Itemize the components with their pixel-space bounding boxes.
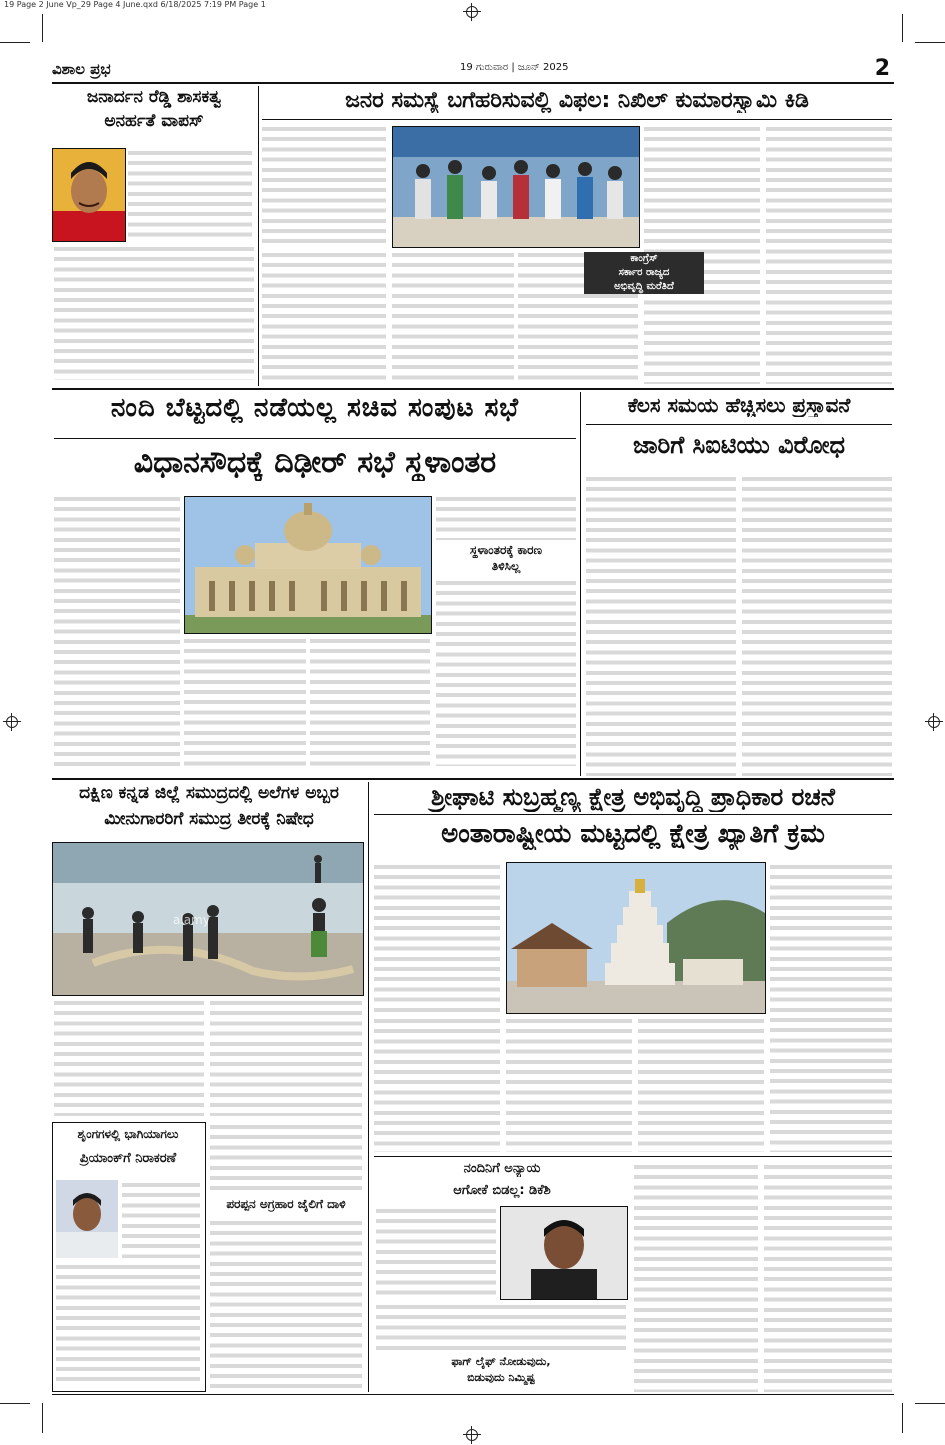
- headline-rule: [262, 119, 892, 120]
- crop-mark: [0, 1403, 30, 1404]
- section-rule: [52, 388, 894, 390]
- priyank-headline-1: ಶೃಂಗಗಳಲ್ಲಿ ಭಾಗಿಯಾಗಲು: [77, 1128, 179, 1141]
- pull-quote-line-1: ಕಾಂಗ್ರೆಸ್: [584, 252, 704, 266]
- page-bottom-rule: [52, 1394, 894, 1395]
- crop-mark: [915, 42, 945, 43]
- headline-rule: [374, 814, 892, 815]
- reddy-body-column-2: [54, 244, 254, 380]
- jail-intro-column: [210, 1122, 362, 1194]
- pull-quote-line-3: ಅಭಿವೃದ್ಧಿ ಮರೆತಿದೆ: [584, 280, 704, 294]
- reddy-headline-1: ಜನಾರ್ದನ ರೆಡ್ಡಿ ಶಾಸಕತ್ವ: [86, 88, 222, 107]
- citu-headline-2: ಜಾರಿಗೆ ಸಿಐಟಿಯು ವಿರೋಧ: [632, 432, 846, 459]
- headline-rule: [54, 438, 576, 439]
- masthead: [52, 56, 894, 84]
- pull-quote-line-2: ಸರ್ಕಾರ ರಾಜ್ಯದ: [584, 266, 704, 280]
- dks-portrait-photo: [500, 1206, 628, 1300]
- newspaper-name: ವಿಶಾಲ ಪ್ರಭ: [52, 60, 111, 78]
- nikhil-body-column-1: [262, 124, 386, 246]
- print-slug: 19 Page 2 June Vp_29 Page 4 June.qxd 6/18/2025 7:19 PM Page 1: [4, 0, 266, 9]
- ghati-body-column-2: [506, 1016, 632, 1152]
- ghati-body-column-1b: [374, 1016, 500, 1152]
- cabinet-body-column-3: [310, 636, 430, 766]
- ghati-body-column-4: [770, 862, 892, 1152]
- reddy-headline-2: ಅನರ್ಹತೆ ವಾಪಸ್: [104, 112, 204, 131]
- event-illustration: [393, 127, 639, 247]
- cabinet-headline-2: ವಿಧಾನಸೌಧಕ್ಕೆ ದಿಢೀರ್ ಸಭೆ ಸ್ಥಳಾಂತರ: [133, 446, 497, 480]
- crop-mark: [902, 14, 903, 42]
- crop-mark: [42, 1403, 43, 1433]
- temple-photo: [506, 862, 766, 1014]
- fishermen-photo: [52, 842, 364, 996]
- cabinet-body-column-4: [436, 494, 576, 540]
- building-illustration: [185, 497, 431, 633]
- nikhil-body-column-5: [766, 124, 892, 384]
- dks-headline-2: ಆಗೋಕೆ ಬಿಡಲ್ಲ: ಡಿಕೆಶಿ: [453, 1184, 551, 1198]
- portrait-illustration: [53, 149, 125, 241]
- reddy-portrait-photo: [52, 148, 126, 242]
- registration-mark-top: [466, 6, 478, 18]
- nikhil-body-column-2: [392, 250, 514, 384]
- temple-illustration: [507, 863, 765, 1013]
- reddy-body-column-1: [128, 148, 252, 242]
- nikhil-body-column-1b: [262, 250, 386, 384]
- headline-rule: [586, 424, 892, 425]
- masthead-rule: [52, 82, 894, 84]
- cabinet-body-column-1: [54, 494, 180, 766]
- fishing-body-column-2: [210, 998, 362, 1116]
- column-divider: [368, 782, 369, 1392]
- fishing-body-column-1: [54, 998, 204, 1116]
- crop-mark: [0, 42, 30, 43]
- dks-subhead-1: ಫಾಗ್ ಲೈಫ್ ನೋಡುವುದು,: [451, 1356, 551, 1368]
- cabinet-body-column-2: [184, 636, 306, 766]
- cabinet-body-column-5: [436, 578, 576, 766]
- ghati-headline-2: ಅಂತಾರಾಷ್ಟ್ರೀಯ ಮಟ್ಟದಲ್ಲಿ ಕ್ಷೇತ್ರ ಖ್ಯಾತಿಗೆ ಕ್ರಮ: [441, 820, 825, 849]
- crop-mark: [915, 1403, 945, 1404]
- page-number: 2: [874, 56, 890, 81]
- priyank-body-column-1: [122, 1180, 200, 1258]
- cabinet-subhead-1: ಸ್ಥಳಾಂತರಕ್ಕೆ ಕಾರಣ: [469, 544, 543, 557]
- cabinet-subhead-2: ತಿಳಿಸಿಲ್ಲ: [491, 560, 521, 573]
- ghati-headline-1: ಶ್ರೀಘಾಟಿ ಸುಬ್ರಹ್ಮಣ್ಯ ಕ್ಷೇತ್ರ ಅಭಿವೃದ್ಧಿ ಪ್ರಾಧಿಕಾರ ರಚನೆ: [430, 784, 835, 811]
- dks-subhead-2: ಬಿಡುವುದು ನಿಮ್ಮಿಷ್ಟ: [467, 1372, 535, 1384]
- portrait-illustration: [501, 1207, 627, 1299]
- ghati-body-column-3: [638, 1016, 764, 1152]
- priyank-portrait-photo: [56, 1180, 118, 1258]
- photo-watermark: alamy: [173, 913, 210, 927]
- section-rule: [374, 1156, 892, 1157]
- registration-mark-left: [6, 716, 18, 728]
- vidhana-soudha-photo: [184, 496, 432, 634]
- jail-body-column: [210, 1218, 362, 1390]
- citu-body-column-2: [742, 474, 892, 776]
- dks-headline-1: ನಂದಿನಿಗೆ ಅನ್ಯಾಯ: [463, 1162, 541, 1176]
- fishing-headline-1: ದಕ್ಷಿಣ ಕನ್ನಡ ಜಿಲ್ಲೆ ಸಮುದ್ರದಲ್ಲಿ ಅಲೆಗಳ ಅಬ್ಬರ: [79, 784, 339, 803]
- crop-mark: [902, 1403, 903, 1433]
- crop-mark: [42, 14, 43, 42]
- jail-headline: ಪರಪ್ಪನ ಅಗ್ರಹಾರ ಜೈಲಿಗೆ ದಾಳಿ: [226, 1198, 346, 1211]
- ghati-body-column-1: [374, 862, 500, 1012]
- registration-mark-bottom: [466, 1429, 478, 1441]
- priyank-body-column-2: [56, 1262, 200, 1386]
- fishing-headline-2: ಮೀನುಗಾರರಿಗೆ ಸಮುದ್ರ ತೀರಕ್ಕೆ ನಿಷೇಧ: [104, 810, 314, 829]
- registration-mark-right: [928, 716, 940, 728]
- issue-date: 19 ಗುರುವಾರ | ಜೂನ್ 2025: [460, 62, 569, 73]
- nikhil-event-photo: [392, 126, 640, 248]
- dks-body-column-2: [376, 1302, 626, 1352]
- citu-headline-1: ಕೆಲಸ ಸಮಯ ಹೆಚ್ಚಿಸಲು ಪ್ರಸ್ತಾವನೆ: [627, 394, 851, 417]
- dks-body-column-4: [764, 1162, 892, 1392]
- dks-body-column-3: [634, 1162, 758, 1392]
- dks-body-column-1: [376, 1206, 496, 1298]
- column-divider: [580, 392, 581, 776]
- portrait-illustration: [56, 1180, 118, 1258]
- citu-body-column-1: [586, 474, 736, 776]
- nikhil-pull-quote: [584, 252, 704, 294]
- priyank-headline-2: ಪ್ರಿಯಾಂಕ್‌ಗೆ ನಿರಾಕರಣೆ: [79, 1152, 177, 1166]
- column-divider: [258, 86, 259, 386]
- nikhil-headline: ಜನರ ಸಮಸ್ಯೆ ಬಗೆಹರಿಸುವಲ್ಲಿ ವಿಫಲ: ನಿಖಿಲ್ ಕುಮಾರಸ್ವಾಮಿ ಕಿಡಿ: [345, 88, 809, 113]
- section-rule: [52, 778, 894, 780]
- cabinet-headline-1: ನಂದಿ ಬೆಟ್ಟದಲ್ಲಿ ನಡೆಯಲ್ಲ ಸಚಿವ ಸಂಪುಟ ಸಭೆ: [110, 394, 520, 423]
